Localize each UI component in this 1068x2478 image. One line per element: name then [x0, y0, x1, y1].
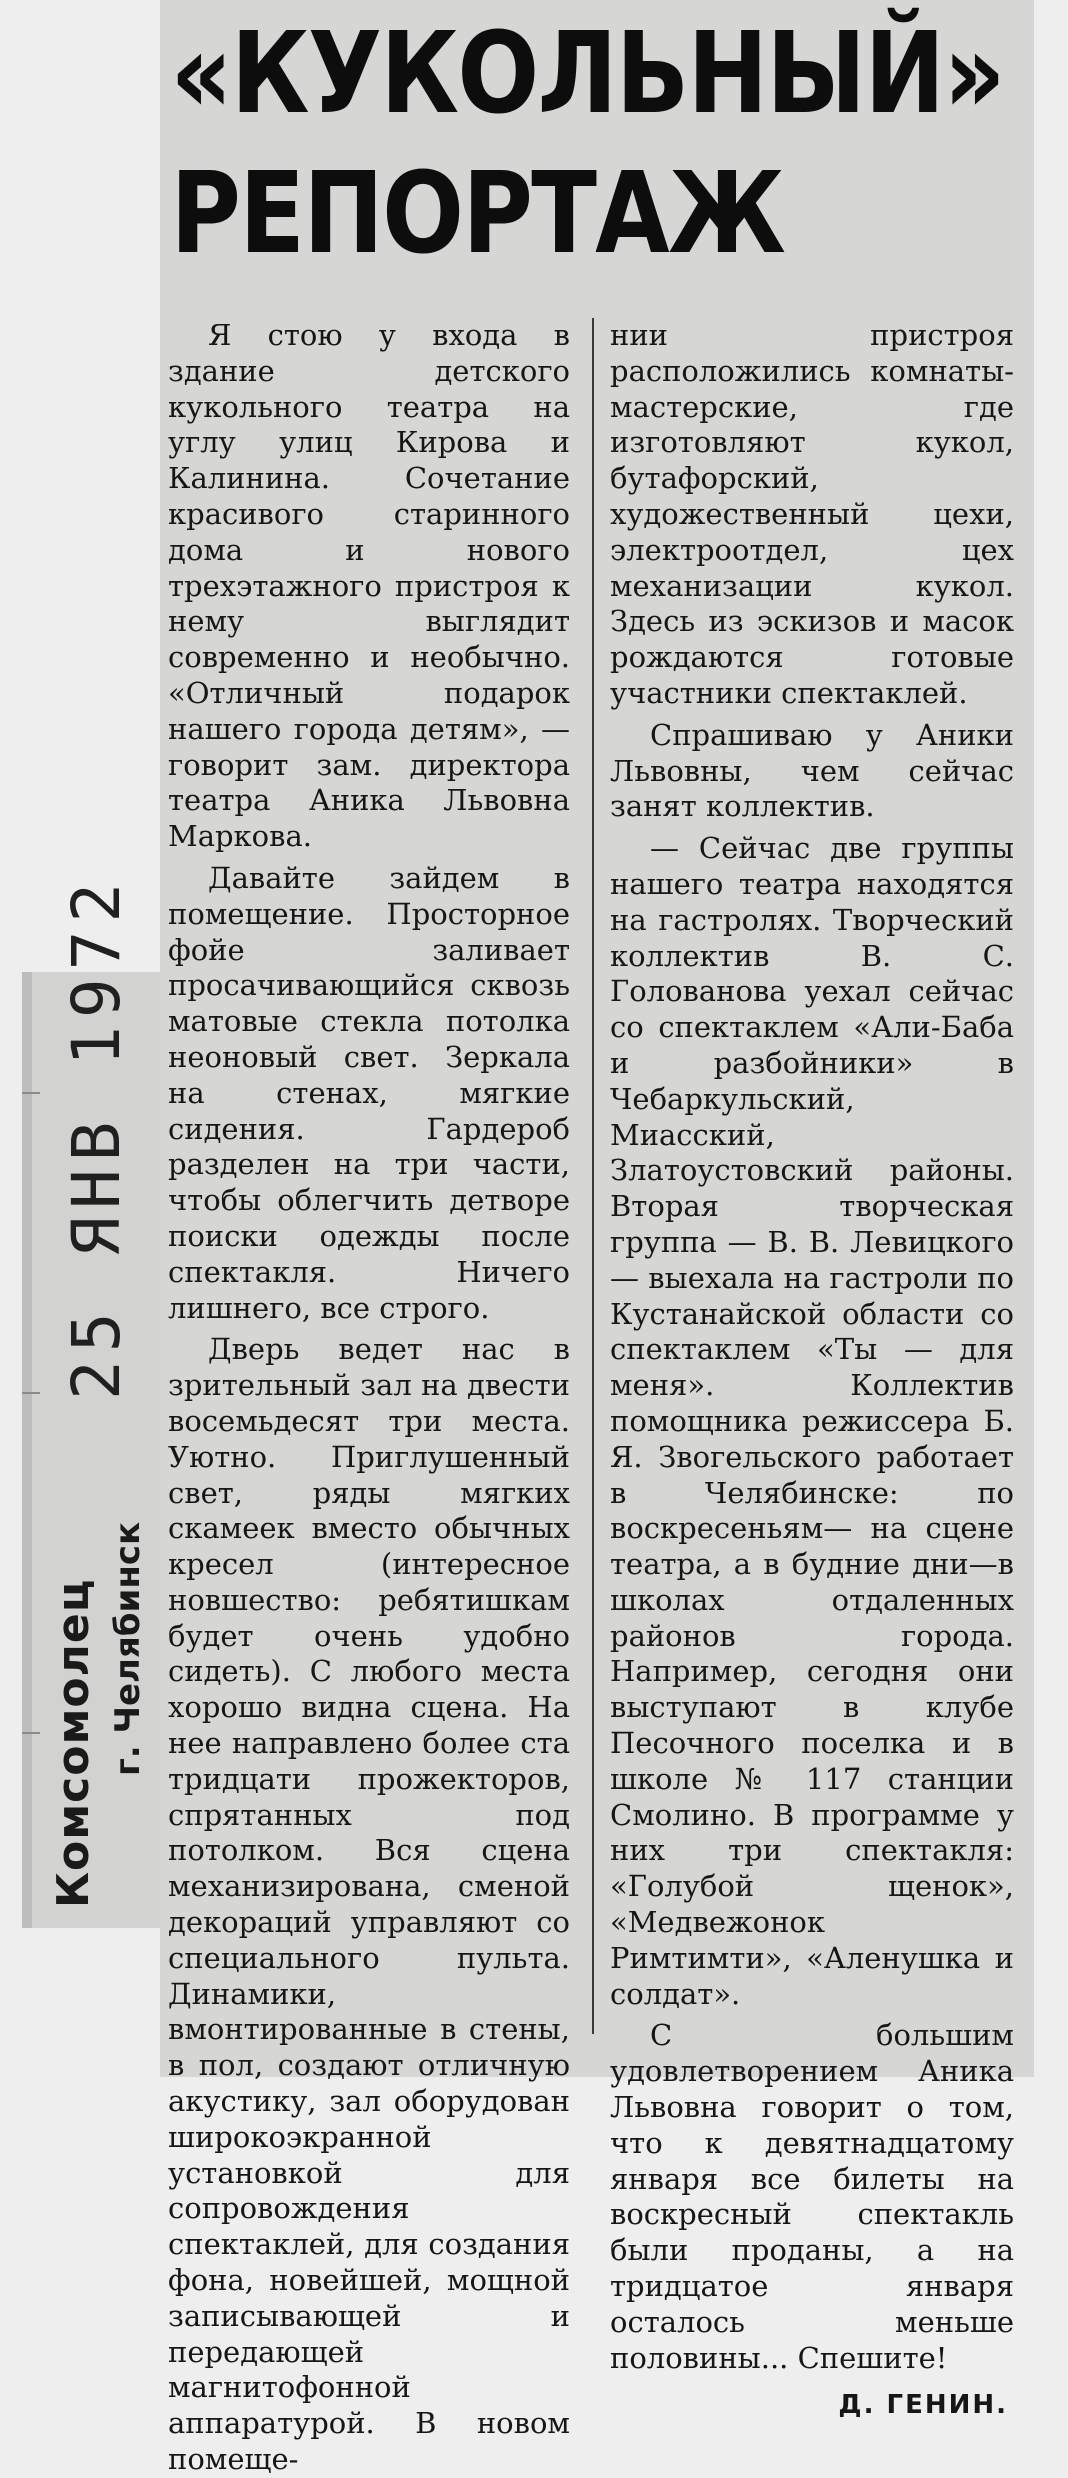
paragraph: — Сейчас две группы нашего театра находятся на гастролях. Творческий коллектив В. С. Голованова уехал сейчас со спектаклем «Али-Баба и разбойники» в Чебаркульский, Миасский, Златоустовский районы. Вторая творческая группа — В. В. Левицкого— выехала на гастроли по Кустанайской области со спектаклем «Ты — для меня». Коллектив помощника режиссера Б. Я. Звогельского работает в Челябинске: по воскресеньям— на сцене театра, а в будние дни—в школах отдаленных районов города. Например, сегодня они выступают в клубе Песочного поселка и в школе № 117 станции Смолино. В программе у них три спектакля: «Голубой щенок», «Медвежонок Римтимти», «Аленушка и солдат».: [610, 831, 1014, 2011]
date-stamp: 25 ЯНВ 1972: [58, 874, 135, 1400]
paragraph: Давайте зайдем в помещение. Просторное фойе заливает просачивающийся сквозь матовые стекла потолка неоновый свет. Зеркала на стенах, мягкие сидения. Гардероб разделен на три части, чтобы облегчить детворе поиски одежды после спектакля. Ничего лишнего, все строго.: [168, 860, 570, 1325]
article-column-2: [610, 318, 1014, 2421]
paragraph: Я стою у входа в здание детского кукольного театра на углу улиц Кирова и Калинина. Сочетание красивого старинного дома и нового трехэтажного пристроя к нему выглядит современно и необычно. «Отличный подарок нашего города детям», — говорит зам. директора театра Аника Львовна Маркова.: [168, 318, 570, 854]
strip-edge: [22, 972, 32, 1928]
headline-line-1: «КУКОЛЬНЫЙ»: [170, 9, 1004, 139]
column-divider: [592, 318, 594, 2034]
strip-tick: [22, 1092, 40, 1094]
article-column-1: [168, 318, 570, 2477]
newspaper-city: г. Челябинск: [108, 1521, 148, 1776]
author-signature: Д. ГЕНИН.: [838, 2390, 1008, 2421]
strip-tick: [22, 1732, 40, 1734]
headline-line-2: РЕПОРТАЖ: [170, 149, 785, 279]
paragraph: Спрашиваю у Аники Львовны, чем сейчас занят коллектив.: [610, 717, 1014, 824]
paragraph: Дверь ведет нас в зрительный зал на двести восемьдесят три места. Уютно. Приглушенный свет, ряды мягких скамеек вместо обычных кресел (интересное новшество: ребятишкам будет очень удобно сидеть). С любого места хорошо видна сцена. На нее направлено более ста тридцати прожекторов, спрятанных под потолком. Вся сцена механизирована, сменой декораций управляют со специального пульта. Динамики, вмонтированные в стены, в пол, создают отличную акустику, зал оборудован широкоэкранной установкой для сопровождения спектаклей, для создания фона, новейшей, мощной записывающей и передающей магнитофонной аппаратурой. В новом помеще-: [168, 1332, 570, 2477]
strip-tick: [22, 1392, 40, 1394]
paragraph-continued: нии пристроя расположились комнаты-мастерские, где изготовляют кукол, бутафорский, художественный цехи, электроотдел, цех механизации кукол. Здесь из эскизов и масок рождаются готовые участники спектаклей.: [610, 318, 1014, 710]
newspaper-name: Комсомолец: [48, 1578, 99, 1908]
paragraph: С большим удовлетворением Аника Львовна говорит о том, что к девятнадцатому января все билеты на воскресный спектакль были проданы, а на тридцатое января осталось меньше половины... Спешите!: [610, 2018, 1014, 2375]
